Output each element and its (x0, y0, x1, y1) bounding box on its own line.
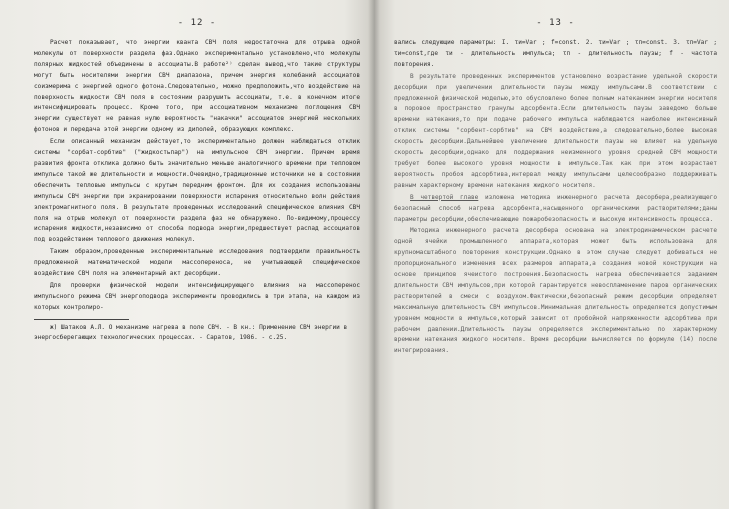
left-paragraph-4: Для проверки физической модели интенсифицирующего влияния на массоперенос импульсного режима СВЧ энергоподвода эксперименты проводились в три этапа, на каждом из которых контролиро- (34, 281, 360, 311)
left-page-number: - 12 - (177, 18, 217, 28)
page-fold-shadow (368, 0, 380, 509)
right-paragraph-2 (394, 193, 717, 226)
right-paragraph-3: Методика инженерного расчета десорбера основана на электродинамическом расчете одной ячейки промышленного аппарата,которая может быть использована для крупномасштабного повторения конструкции.Однако в этом случае следует добиваться не пропорционального изменения всех размеров аппарата,а создания новой конструкции на основе принципов ячеистого построения.Безопасность нагрева обеспечивается заданием длительности СВЧ импульсов,при которой гарантируется невоспламенение паров органических растворителей в смеси с воздухом.Фактически,безопасный режим десорбции определяет максимальную длительность СВЧ импульсов.Минимальная длительность определяется допустимым уровнем мощности в импульсе,который зависит от пробойной напряженности адсорбтива при рабочем давлении.Длительность паузы определяется экспериментально по характерному времени натекания жидкого носителя. Время десорбции вычисляется по формуле (14) после интегрирования. (394, 227, 717, 355)
right-paragraph-1: В результате проведенных экспериментов установлено возрастание удельной скорости десорбции при увеличении длительности паузы между импульсами.В соответствии с предложенной физической моделью,это обусловлено более полным натеканием энергии носителя в поровое пространство гранулы адсорбента.Если длительность паузы заведомо больше времени натекания,то при подаче рабочего импульса наблюдается наиболее интенсивный отклик системы "сорбент-сорбтив" на СВЧ воздействие,а следовательно,более высокая скорость десорбции.Дальнейшее увеличение длительности паузы не влияет на удельную скорость десорбции,однако для поддержания неизменного уровня средней СВЧ мощности требует более высокого уровня мощности в импульсе.Так как при этом возрастает вероятность пробоя адсорбтива,интервал между импульсами целесообразно поддерживать равным характерному времени натекания жидкого носителя. (394, 72, 717, 189)
left-paragraph-1: Расчет показывает, что энергии кванта СВЧ поля недостаточна для отрыва одной молекулы от поверхности раздела фаз.Однако экспериментально установлено,что молекулы полярных жидкостей объединены в ассоциаты.В работе²⁾ сделан вывод,что такие структуры могут быть носителями энергии СВЧ диапазона, причем энергия колебаний ассоциатов соизмерима с энергией одного фотона.Следовательно, можно предположить,что воздействие на поверхность жидкости СВЧ поля в состоянии разрушить ассоциаты, т.е. в конечном итоге интенсифицировать процесс. Кроме того, при ассоциативном механизме поглощения СВЧ энергии существует не равная нулю вероятность "накачки" ассоциатов энергией нескольких фотонов и передача этой энергии одному из диполей, образующих комплекс. (34, 39, 360, 134)
right-page (374, 0, 729, 509)
right-page-number: - 13 - (536, 18, 575, 28)
left-paragraph-2: Если описанный механизм действует,то экспериментально должен наблюдаться отклик системы "сорбат-сорбтив" ("жидкостьпар") на импульсное СВЧ энергии. Причем время развития фронта отклика должно быть значительно меньше аналогичного времени при тепловом импульсе такой же длительности и мощности.Очевидно,традиционные источники не в состоянии обеспечить тепловые импульсы с крутым передним фронтом. Для их создания использованы импульсы СВЧ энергии при экранировании поверхности испарения относительно волн действия электромагнитного поля. В результате проведенных исследований специфическое влияния СВЧ поля на отрыв молекул от поверхности раздела фаз не обнаружено. По-видимому,процессу испарения жидкости,независимо от способа подвода энергии,предшествует распад ассоциатов под воздействием теплового движения молекул. (34, 138, 360, 244)
chapter-phrase: В четвертой главе (410, 193, 479, 201)
left-paragraph-3: Таким образом,проведенные экспериментальные исследования подтвердили правильность предложенной математической модели массопереноса, не учитывающей специфическое воздействие СВЧ поля на элементарный акт десорбции. (34, 248, 360, 278)
right-paragraph-2-rest: изложена методика инженерного расчета десорбера,реализующего безопасный способ нагрева адсорбента,насыщенного органическими растворителями;даны параметры десорбции,обеспечивающие пожаробезопасность и высокую интенсивность процесса. (394, 193, 718, 223)
right-intro: вались следующие параметры: I. τи=Var ; f=const. 2. τи=Var ; τп=const. 3. τп=Var ; τи=const,где τи - длительность импульса; τп - длительность паузы; f - частота повторения. (394, 39, 717, 68)
footnote: ж) Шатаков А.Л. О механизме нагрева в поле СВЧ. - В кн.: Применение СВЧ энергии в энергосберегающих технологических процессах. - Саратов, 1986. - с.25. (34, 323, 348, 342)
footnote-rule (34, 319, 129, 320)
